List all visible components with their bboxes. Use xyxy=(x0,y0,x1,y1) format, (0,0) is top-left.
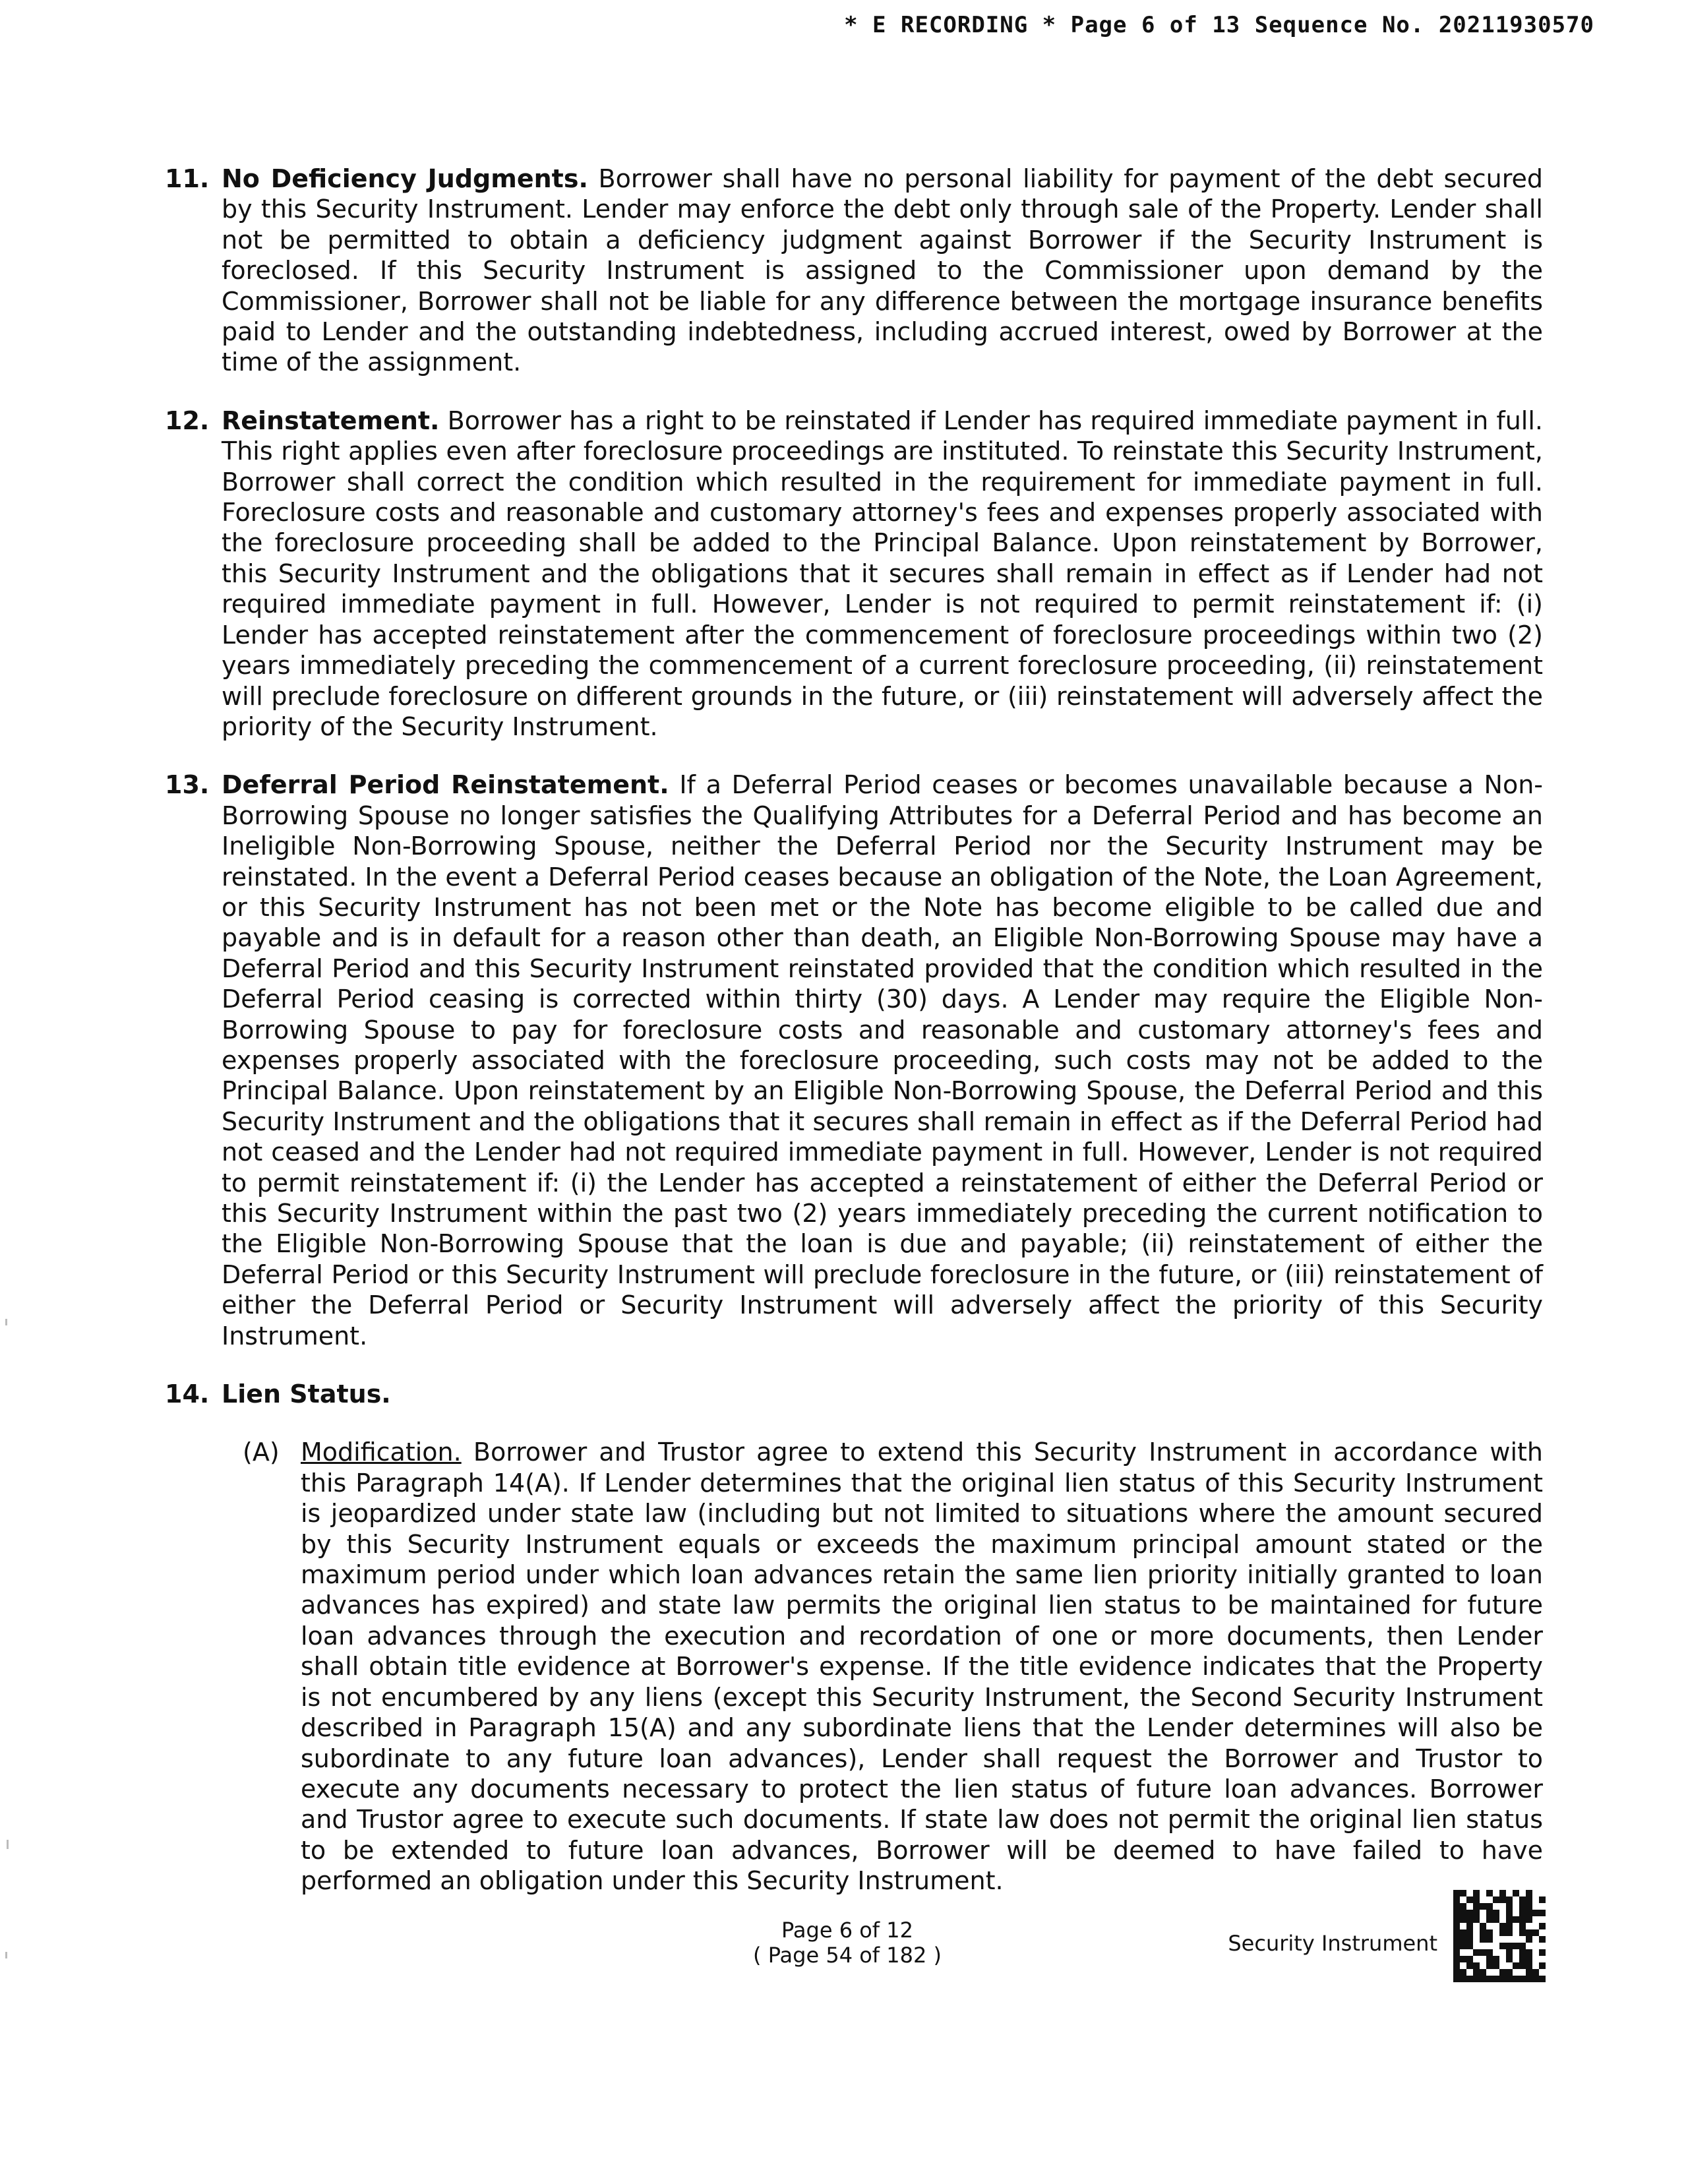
datamatrix-barcode-icon xyxy=(1451,1890,1548,1982)
paragraph-14 xyxy=(165,1379,1543,1409)
paragraph-number: 14. xyxy=(165,1380,210,1409)
subparagraph-text: Borrower and Trustor agree to extend this Security Instrument in accordance with this Paragraph 14(A). If Lender determines that the original lien status of this Security Instrument is jeopardized under state law (including but not limited to situations where the amount secured by this Security Instrument equals or exceeds the maximum principal amount stated or the maximum period under which loan advances retain the same lien priority initially granted to loan advances has expired) and state law permits the original lien status to be maintained for future loan advances through the execution and recordation of one or more documents, then Lender shall obtain title evidence at Borrower's expense. If the title evidence indicates that the Property is not encumbered by any liens (except this Security Instrument, the Second Security Instrument described in Paragraph 15(A) and any subordinate liens that the Lender determines will also be subordinate to any future loan advances), Lender shall request the Borrower and Trustor to execute any documents necessary to protect the lien status of future loan advances. Borrower and Trustor agree to execute such documents. If state law does not permit the original lien status to be extended to future loan advances, Borrower will be deemed to have failed to have performed an obligation under this Security Instrument. xyxy=(301,1438,1543,1896)
footer-page-numbers xyxy=(719,1918,976,1968)
subparagraph-14a xyxy=(165,1437,1543,1896)
footer-page-of: Page 6 of 12 xyxy=(781,1918,913,1943)
paragraph-heading: Reinstatement. xyxy=(222,406,440,435)
paragraph-11 xyxy=(165,164,1543,378)
scan-artifact-mark xyxy=(5,1319,7,1325)
paragraph-heading: Deferral Period Reinstatement. xyxy=(222,770,669,800)
paragraph-13 xyxy=(165,770,1543,1351)
paragraph-number: 11. xyxy=(165,164,210,193)
paragraph-heading: Lien Status. xyxy=(222,1380,391,1409)
scan-artifact-mark xyxy=(7,1840,9,1849)
paragraph-12 xyxy=(165,406,1543,742)
scan-artifact-mark xyxy=(5,1952,7,1958)
paragraph-number: 12. xyxy=(165,406,210,435)
paragraph-text: Borrower has a right to be reinstated if Lender has required immediate payment in full. This right applies even after foreclosure proceedings are instituted. To reinstate this Security Instrument, Borrower shall correct the condition which resulted in the requirement for immediate payment in full. Foreclosure costs and reasonable and customary attorney's fees and expenses properly associated with the foreclosure proceeding shall be added to the Principal Balance. Upon reinstatement by Borrower, this Security Instrument and the obligations that it secures shall remain in effect as if Lender had not required immediate payment in full. However, Lender is not required to permit reinstatement if: (i) Lender has accepted reinstatement after the commencement of foreclosure proceedings within two (2) years immediately preceding the commencement of a current foreclosure proceeding, (ii) reinstatement will preclude foreclosure on different grounds in the future, or (iii) reinstatement will adversely affect the priority of the Security Instrument. xyxy=(222,406,1543,741)
paragraph-heading: No Deficiency Judgments. xyxy=(222,164,588,193)
footer-page-of-total: ( Page 54 of 182 ) xyxy=(753,1943,942,1968)
subparagraph-heading: Modification. xyxy=(301,1438,462,1467)
footer-document-title: Security Instrument xyxy=(1228,1931,1437,1956)
subparagraph-letter: (A) xyxy=(243,1438,280,1467)
paragraph-text: Borrower shall have no personal liability for payment of the debt secured by this Security Instrument. Lender may enforce the debt only through sale of the Property. Lender shall not be permitted to obtain a deficiency judgment against Borrower if the Security Instrument is foreclosed. If this Security Instrument is assigned to the Commissioner upon demand by the Commissioner, Borrower shall not be liable for any difference between the mortgage insurance benefits paid to Lender and the outstanding indebtedness, including accrued interest, owed by Borrower at the time of the assignment. xyxy=(222,164,1543,377)
paragraph-text: If a Deferral Period ceases or becomes unavailable because a Non-Borrowing Spouse no longer satisfies the Qualifying Attributes for a Deferral Period and has become an Ineligible Non-Borrowing Spouse, neither the Deferral Period nor the Security Instrument may be reinstated. In the event a Deferral Period ceases because an obligation of the Note, the Loan Agreement, or this Security Instrument has not been met or the Note has become eligible to be called due and payable and is in default for a reason other than death, an Eligible Non-Borrowing Spouse may have a Deferral Period and this Security Instrument reinstated provided that the condition which resulted in the Deferral Period ceasing is corrected within thirty (30) days. A Lender may require the Eligible Non-Borrowing Spouse to pay for foreclosure costs and reasonable and customary attorney's fees and expenses properly associated with the foreclosure proceeding, such costs may not be added to the Principal Balance. Upon reinstatement by an Eligible Non-Borrowing Spouse, the Deferral Period and this Security Instrument and the obligations that it secures shall remain in effect as if the Deferral Period had not ceased and the Lender had not required immediate payment in full. However, Lender is not required to permit reinstatement if: (i) the Lender has accepted a reinstatement of either the Deferral Period or this Security Instrument within the past two (2) years immediately preceding the current notification to the Eligible Non-Borrowing Spouse that the loan is due and payable; (ii) reinstatement of either the Deferral Period or this Security Instrument will preclude foreclosure in the future, or (iii) reinstatement of either the Deferral Period or Security Instrument will adversely affect the priority of this Security Instrument. xyxy=(222,770,1543,1350)
document-body xyxy=(165,164,1543,1896)
recording-header: * E RECORDING * Page 6 of 13 Sequence No. 20211930570 xyxy=(844,12,1594,38)
paragraph-number: 13. xyxy=(165,770,210,800)
